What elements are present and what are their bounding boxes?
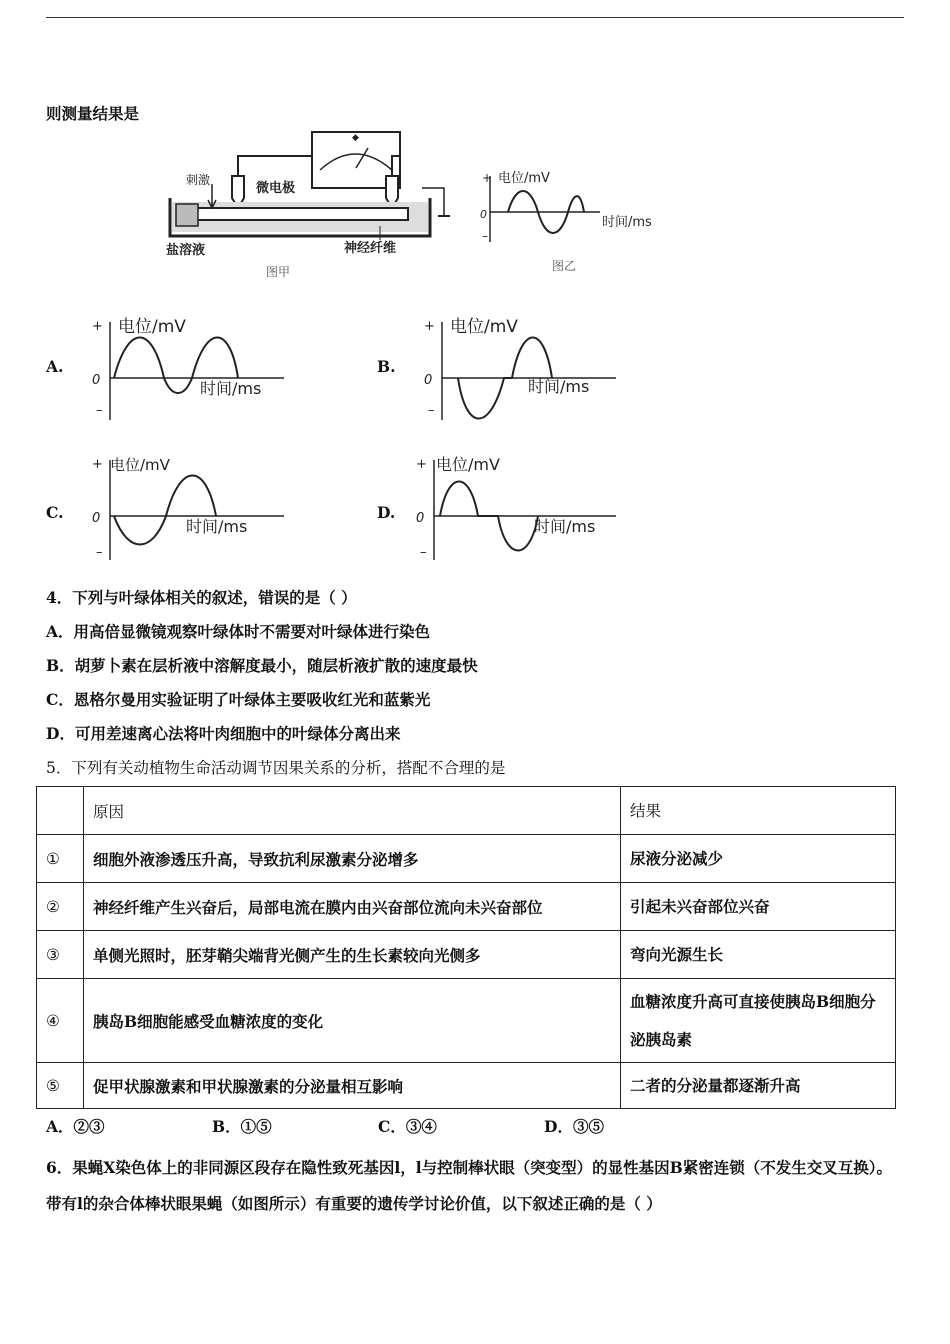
q4-option-d[interactable]: D．可用差速离心法将叶肉细胞中的叶绿体分离出来	[46, 724, 401, 743]
option-b-graph	[420, 312, 620, 424]
meter-mark: ◆	[352, 133, 359, 143]
header-rule	[46, 17, 904, 18]
experiment-figure	[160, 128, 690, 278]
row-num: ①	[37, 835, 84, 883]
row-cause: 胰岛B细胞能感受血糖浓度的变化	[84, 979, 621, 1063]
row-effect: 引起未兴奋部位兴奋	[621, 883, 896, 931]
q5-answers	[46, 1115, 604, 1137]
label-stimulus: 刺激	[186, 173, 211, 187]
row-cause: 细胞外液渗透压升高，导致抗利尿激素分泌增多	[84, 835, 621, 883]
row-effect: 血糖浓度升高可直接使胰岛B细胞分泌胰岛素	[621, 979, 896, 1063]
table-row	[37, 931, 896, 979]
d-ylabel: 电位/mV	[436, 455, 500, 474]
option-a-graph	[88, 312, 288, 424]
option-b-label[interactable]: B.	[377, 357, 396, 376]
row-cause: 单侧光照时，胚芽鞘尖端背光侧产生的生长素较向光侧多	[84, 931, 621, 979]
option-c-graph	[88, 452, 288, 564]
a-ylabel: 电位/mV	[118, 317, 186, 337]
caption-jia: 图甲	[266, 265, 291, 278]
a-minus: –	[96, 403, 103, 418]
yi-minus: –	[482, 229, 488, 243]
table-row	[37, 835, 896, 883]
wire-right	[392, 156, 400, 176]
q6-stem: 6．果蝇X染色体上的非同源区段存在隐性致死基因l，l与控制棒状眼（突变型）的显性基因B紧密连锁（不发生交叉互换）。带有l的杂合体棒状眼果蝇（如图所示）有重要的遗传学讨论价值，以下叙述正确的是（ ）	[46, 1158, 892, 1213]
yi-plus: +	[482, 171, 493, 185]
row-num: ③	[37, 931, 84, 979]
yi-ylabel: 电位/mV	[498, 171, 550, 186]
c-zero: 0	[92, 511, 101, 526]
c-plus: +	[92, 457, 103, 472]
c-minus: –	[96, 545, 103, 560]
table-row	[37, 1063, 896, 1109]
option-d-label[interactable]: D.	[377, 503, 396, 522]
b-zero: 0	[424, 373, 433, 388]
q4-option-a[interactable]: A．用高倍显微镜观察叶绿体时不需要对叶绿体进行染色	[46, 622, 431, 641]
q4-stem: 4．下列与叶绿体相关的叙述，错误的是（ ）	[46, 588, 357, 607]
figure-jia	[170, 132, 450, 240]
a-plus: +	[92, 319, 103, 334]
option-d-graph	[412, 452, 622, 564]
q5-answer-c[interactable]: C．③④	[378, 1117, 437, 1136]
row-num: ②	[37, 883, 84, 931]
row-cause: 促甲状腺激素和甲状腺激素的分泌量相互影响	[84, 1063, 621, 1109]
row-effect: 尿液分泌减少	[621, 835, 896, 883]
row-num: ⑤	[37, 1063, 84, 1109]
row-num: ④	[37, 979, 84, 1063]
yi-zero: 0	[480, 208, 487, 221]
d-xlabel: 时间/ms	[534, 517, 596, 536]
q5-answer-b[interactable]: B．①⑤	[212, 1117, 272, 1136]
d-zero: 0	[416, 511, 425, 526]
d-minus: –	[420, 545, 427, 560]
caption-yi: 图乙	[552, 259, 577, 273]
question-stem-end: 则测量结果是	[46, 104, 140, 123]
label-saline: 盐溶液	[166, 243, 206, 258]
table-row	[37, 979, 896, 1063]
q4-option-b[interactable]: B．胡萝卜素在层析液中溶解度最小，随层析液扩散的速度最快	[46, 656, 478, 675]
table-row	[37, 883, 896, 931]
header-effect: 结果	[621, 787, 896, 835]
meter-needle	[356, 148, 368, 168]
wire-left	[238, 156, 312, 176]
q5-answer-a[interactable]: A．②③	[46, 1117, 105, 1136]
c-xlabel: 时间/ms	[186, 517, 248, 536]
ground-block	[176, 204, 198, 226]
b-ylabel: 电位/mV	[450, 317, 518, 337]
header-num-cell	[37, 787, 84, 835]
row-effect: 弯向光源生长	[621, 931, 896, 979]
b-plus: +	[424, 319, 435, 334]
q4-option-c[interactable]: C．恩格尔曼用实验证明了叶绿体主要吸收红光和蓝紫光	[46, 690, 431, 709]
b-xlabel: 时间/ms	[528, 377, 590, 396]
yi-xlabel: 时间/ms	[602, 215, 652, 230]
a-xlabel: 时间/ms	[200, 379, 262, 398]
nerve-fiber	[190, 208, 408, 220]
row-effect: 二者的分泌量都逐渐升高	[621, 1063, 896, 1109]
c-ylabel: 电位/mV	[110, 456, 170, 474]
b-minus: –	[428, 403, 435, 418]
label-electrode: 微电极	[256, 181, 296, 196]
d-plus: +	[416, 457, 427, 472]
q5-answer-d[interactable]: D．③⑤	[544, 1117, 604, 1136]
a-zero: 0	[92, 373, 101, 388]
label-fiber: 神经纤维	[344, 241, 397, 256]
option-a-label[interactable]: A.	[46, 357, 64, 376]
q5-stem: 5．下列有关动植物生命活动调节因果关系的分析，搭配不合理的是	[46, 759, 506, 777]
option-c-label[interactable]: C.	[46, 503, 64, 522]
header-cause: 原因	[84, 787, 621, 835]
table-header-row	[37, 787, 896, 835]
q5-table	[36, 786, 896, 1109]
row-cause: 神经纤维产生兴奋后，局部电流在膜内由兴奋部位流向未兴奋部位	[84, 883, 621, 931]
